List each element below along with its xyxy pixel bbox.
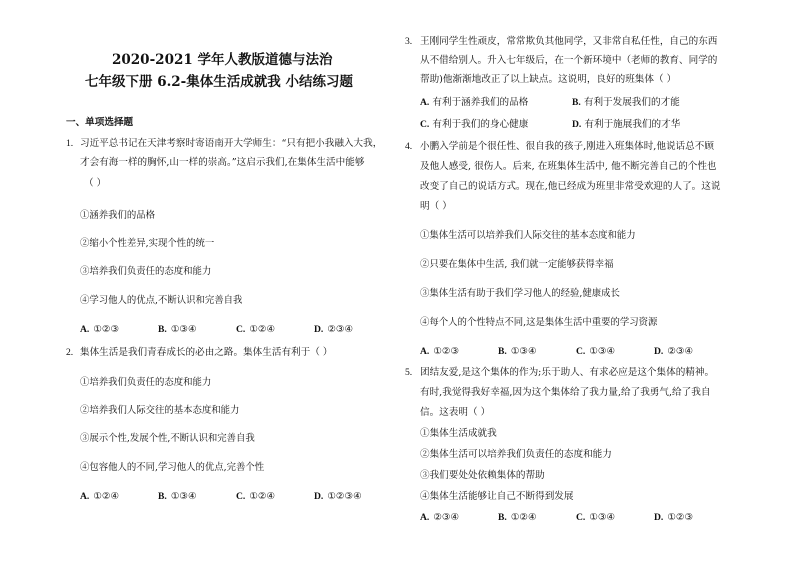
question-stem-line: 及他人感受, 很伤人。后来, 在班集体生活中, 他不断完善自己的个性也	[420, 161, 717, 172]
choice-text: ①③④	[510, 346, 537, 357]
choice-text: ②③④	[667, 346, 694, 357]
choice-label: B.	[498, 346, 507, 357]
choice-label: B.	[158, 324, 167, 335]
choice-c[interactable]	[576, 346, 654, 358]
choice-label: A.	[420, 346, 430, 357]
choice-a[interactable]	[80, 491, 158, 503]
choice-a[interactable]	[420, 512, 498, 524]
choice-c[interactable]	[576, 512, 654, 524]
statement-3: ③集体生活有助于我们学习他人的经验,健康成长	[420, 288, 620, 299]
option-c[interactable]	[420, 119, 528, 131]
option-label: D.	[572, 119, 582, 130]
choice-text: ①②③	[667, 512, 694, 523]
choice-row	[80, 324, 392, 336]
option-text: 有利于涵养我们的品格	[432, 97, 529, 108]
choice-label: A.	[80, 324, 90, 335]
statement-1: ①涵养我们的品格	[80, 210, 156, 221]
statement-4: ④学习他人的优点,不断认识和完善自我	[80, 295, 243, 306]
statement-4: ④包容他人的不同,学习他人的优点,完善个性	[80, 462, 265, 473]
question-number: 5.	[405, 367, 413, 378]
choice-c[interactable]	[236, 491, 314, 503]
question-stem-line: 有时,我觉得我好幸福,因为这个集体给了我力量,给了我勇气,给了我自	[420, 387, 711, 398]
question-stem-line: 明（ ）	[420, 201, 452, 212]
choice-text: ①②④	[249, 491, 276, 502]
question-stem-line: 从不借给别人。升入七年级后，在一个新环境中（老师的教育、同学的	[420, 55, 718, 66]
statement-1: ①培养我们负责任的态度和能力	[80, 377, 212, 388]
choice-a[interactable]	[80, 324, 158, 336]
choice-text: ①③④	[589, 346, 616, 357]
choice-label: D.	[314, 491, 324, 502]
option-label: A.	[420, 97, 430, 108]
choice-label: C.	[236, 324, 246, 335]
option-text: 有利于施展我们的才华	[584, 119, 681, 130]
question-stem-line: 集体生活是我们青春成长的必由之路。集体生活有利于（ ）	[80, 347, 333, 358]
title-line-1: 2020-2021 学年人教版道德与法治	[112, 52, 333, 68]
choice-a[interactable]	[420, 346, 498, 358]
answer-blank: （ ）	[84, 178, 107, 189]
statement-4: ④每个人的个性特点不同,这是集体生活中重要的学习资源	[420, 317, 658, 328]
choice-text: ①②④	[510, 512, 537, 523]
question-stem-line: 改变了自己的说话方式。现在,他已经成为班里非常受欢迎的人了。这说	[420, 181, 721, 192]
option-label: C.	[420, 119, 430, 130]
choice-c[interactable]	[236, 324, 314, 336]
question-number: 4.	[405, 141, 413, 152]
question-stem-line: 才会有海一样的胸怀,山一样的崇高。”这启示我们,在集体生活中能够	[80, 157, 365, 168]
choice-d[interactable]	[654, 346, 732, 358]
choice-d[interactable]	[314, 324, 392, 336]
choice-text: ②③④	[433, 512, 460, 523]
choice-b[interactable]	[158, 324, 236, 336]
question-number: 2.	[66, 347, 74, 358]
choice-label: B.	[498, 512, 507, 523]
statement-1: ①集体生活可以培养我们人际交往的基本态度和能力	[420, 230, 636, 241]
choice-b[interactable]	[498, 346, 576, 358]
question-number: 1.	[66, 138, 74, 149]
choice-d[interactable]	[654, 512, 732, 524]
choice-label: C.	[576, 512, 586, 523]
choice-label: D.	[314, 324, 324, 335]
question-stem-line: 习近平总书记在天津考察时寄语南开大学师生：“只有把小我融入大我，	[80, 138, 383, 149]
section-heading: 一、单项选择题	[66, 117, 134, 128]
choice-row	[420, 346, 732, 358]
title-line-2: 七年级下册 6.2-集体生活成就我 小结练习题	[85, 74, 353, 90]
choice-text: ①③④	[170, 491, 197, 502]
option-d[interactable]	[572, 119, 680, 131]
choice-d[interactable]	[314, 491, 392, 503]
option-text: 有利于我们的身心健康	[432, 119, 529, 130]
choice-b[interactable]	[158, 491, 236, 503]
choice-label: D.	[654, 346, 664, 357]
choice-text: ①②③	[433, 346, 460, 357]
choice-row	[420, 512, 732, 524]
choice-text: ①③④	[170, 324, 197, 335]
statement-3: ③培养我们负责任的态度和能力	[80, 266, 212, 277]
question-stem-line: 信。这表明（ ）	[420, 407, 491, 418]
choice-text: ②③④	[327, 324, 354, 335]
question-stem-line: 小鹏入学前是个很任性、很自我的孩子,刚进入班集体时,他说话总不顾	[420, 141, 714, 152]
question-stem-line: 团结友爱,是这个集体的作为;乐于助人、有求必应是这个集体的精神。	[420, 367, 715, 378]
statement-2: ②缩小个性差异,实现个性的统一	[80, 238, 215, 249]
choice-row	[80, 491, 392, 503]
question-number: 3.	[405, 36, 413, 47]
question-stem-line: 帮助)他渐渐地改正了以上缺点。这说明，良好的班集体（ ）	[420, 74, 677, 85]
choice-label: A.	[420, 512, 430, 523]
choice-b[interactable]	[498, 512, 576, 524]
choice-label: B.	[158, 491, 167, 502]
choice-text: ①②④	[249, 324, 276, 335]
question-stem-line: 王刚同学生性顽皮，常常欺负其他同学，又非常自私任性，自己的东西	[420, 36, 718, 47]
choice-text: ①②③	[93, 324, 120, 335]
choice-text: ①②④	[93, 491, 120, 502]
choice-text: ①③④	[589, 512, 616, 523]
statement-4: ④集体生活能够让自己不断得到发展	[420, 491, 574, 502]
option-b[interactable]	[572, 97, 680, 109]
choice-label: A.	[80, 491, 90, 502]
choice-label: C.	[576, 346, 586, 357]
option-text: 有利于发展我们的才能	[583, 97, 680, 108]
statement-2: ②集体生活可以培养我们负责任的态度和能力	[420, 449, 612, 460]
statement-2: ②培养我们人际交往的基本态度和能力	[80, 405, 240, 416]
statement-2: ②只要在集体中生活, 我们就一定能够获得幸福	[420, 259, 614, 270]
option-label: B.	[572, 97, 581, 108]
statement-3: ③我们要处处依赖集体的帮助	[420, 470, 545, 481]
option-a[interactable]	[420, 97, 528, 109]
choice-label: C.	[236, 491, 246, 502]
statement-3: ③展示个性,发展个性,不断认识和完善自我	[80, 433, 255, 444]
statement-1: ①集体生活成就我	[420, 428, 497, 439]
choice-text: ①②③④	[327, 491, 362, 502]
choice-label: D.	[654, 512, 664, 523]
